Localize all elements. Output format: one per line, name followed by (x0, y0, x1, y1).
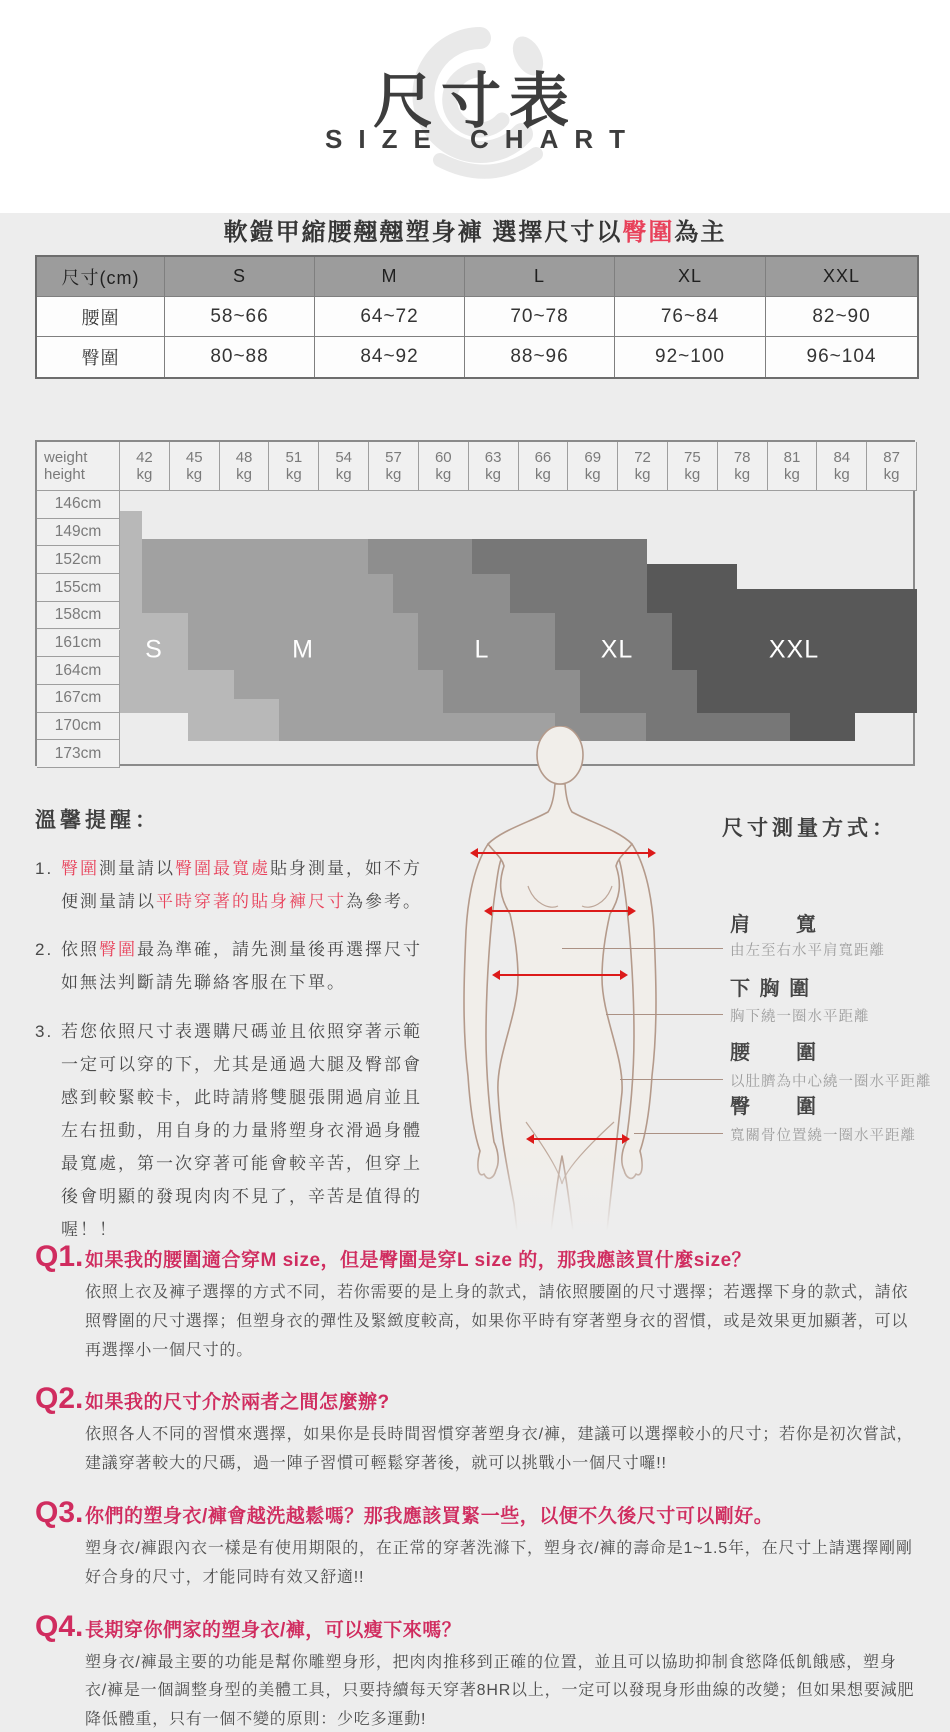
measure-label: 臀 圍 (730, 1096, 818, 1118)
chart-weight-tick: 42 kg (120, 442, 170, 491)
measure-desc: 胸下繞一圈水平距離 (730, 1009, 870, 1025)
size-zone-XL (510, 574, 647, 613)
label-connector-line (606, 1014, 723, 1015)
qa-item (35, 1496, 917, 1593)
measure-label: 下 胸 圍 (730, 978, 812, 1000)
size-table-header-row (37, 257, 917, 297)
note-item (35, 1015, 439, 1247)
size-zone-S (234, 699, 279, 741)
notes-heading: 溫馨提醒： (35, 809, 160, 832)
note-number: 1. (35, 859, 54, 878)
size-zone-M (142, 539, 368, 574)
chart-height-tick: 146cm (37, 491, 120, 519)
qa-question-row (35, 1382, 917, 1416)
note-item (35, 852, 439, 918)
chart-height-tick: 155cm (37, 574, 120, 602)
size-zone-label-S: S (145, 635, 163, 664)
measure-label: 肩 寬 (730, 914, 818, 936)
note-highlight: 平時穿著的貼身褲尺寸 (156, 892, 346, 912)
chart-corner-cell: weight height (37, 442, 120, 491)
label-connector-line (562, 948, 723, 949)
qa-question-row (35, 1240, 917, 1274)
size-zone-XL (580, 670, 697, 713)
chart-weight-tick: 84 kg (817, 442, 867, 491)
size-table-value-cell: 92~100 (615, 337, 766, 377)
qa-question: 如果我的尺寸介於兩者之間怎麼辦? (85, 1392, 390, 1414)
qa-answer: 塑身衣/褲跟內衣一樣是有使用期限的，在正常的穿著洗滌下，塑身衣/褲的壽命是1~1.5年，在尺寸上請選擇剛剛好合身的尺寸，才能同時有效又舒適!! (85, 1539, 913, 1586)
size-table-row (37, 337, 917, 377)
chart-height-tick: 173cm (37, 740, 120, 768)
chart-height-tick: 149cm (37, 519, 120, 547)
size-table-header-cell: XL (615, 257, 766, 297)
note-highlight: 臀圍 (61, 859, 99, 878)
intro-pre: 軟鎧甲縮腰翹翹塑身褲 選擇尺寸以 (223, 219, 623, 246)
size-table-row (37, 297, 917, 337)
note-segment: 若您依照尺寸表選購尺碼並且依照穿著示範一定可以穿的下，尤其是通過大腿及臀部會感到較緊較卡，此時請將雙腿張開過肩並且左右扭動，用自身的力量將塑身衣滑過身體最寬處，第一次穿著可能會較辛苦，但穿上後會明顯的發現肉肉不見了，辛苦是值得的喔！！ (61, 1021, 422, 1240)
page-header (0, 0, 950, 213)
intro-line (0, 212, 950, 247)
size-zone-XXL (647, 564, 737, 589)
chart-weight-tick: 75 kg (668, 442, 718, 491)
chart-weight-tick: 57 kg (369, 442, 419, 491)
chart-weight-tick: 54 kg (319, 442, 369, 491)
note-segment: 依照 (61, 940, 99, 960)
size-table (35, 255, 919, 379)
size-zone-M (234, 670, 443, 699)
measure-desc: 寬關骨位置繞一圈水平距離 (730, 1128, 916, 1144)
qa-question: 你們的塑身衣/褲會越洗越鬆嗎？那我應該買緊一些，以便不久後尺寸可以剛好。 (85, 1505, 774, 1527)
qa-number: Q2. (35, 1382, 84, 1416)
note-segment: 測量請以 (99, 859, 175, 878)
chart-weight-tick: 63 kg (469, 442, 519, 491)
measure-heading: 尺寸測量方式： (722, 817, 897, 840)
chart-weight-tick: 87 kg (867, 442, 917, 491)
qa-number: Q4. (35, 1609, 84, 1643)
chart-height-tick: 167cm (37, 685, 120, 713)
chart-height-tick: 161cm (37, 630, 120, 658)
size-zone-label-M: M (292, 635, 314, 664)
measure-arrow-hip (528, 1138, 628, 1140)
measure-label: 腰 圍 (730, 1042, 818, 1064)
intro-post: 為主 (674, 219, 727, 246)
size-table-value-cell: 96~104 (806, 346, 877, 367)
measure-arrow-underbust (486, 910, 634, 912)
note-text (61, 852, 439, 918)
size-table-value-cell: 82~90 (766, 297, 917, 337)
size-zone-S (188, 670, 234, 741)
size-zone-label-XXL: XXL (768, 635, 820, 664)
chart-height-tick: 152cm (37, 546, 120, 574)
size-table-header-cell: S (165, 257, 315, 297)
qa-question: 長期穿你們家的塑身衣/褲，可以瘦下來嗎？ (85, 1619, 462, 1641)
size-zone-XXL (647, 589, 917, 613)
note-item (35, 933, 439, 999)
chart-height-tick: 170cm (37, 713, 120, 741)
chart-weight-tick: 69 kg (568, 442, 618, 491)
note-number: 3. (35, 1021, 54, 1041)
measure-desc: 由左至右水平肩寬距離 (730, 943, 885, 959)
size-zone-L (443, 670, 580, 713)
chart-weight-tick: 51 kg (269, 442, 319, 491)
qa-number: Q1. (35, 1240, 84, 1273)
size-zone-S (120, 511, 142, 713)
head (537, 726, 583, 784)
size-table-header-cell: L (465, 257, 615, 297)
chart-height-tick: 164cm (37, 657, 120, 685)
weight-height-chart (35, 440, 915, 766)
measure-arrow-waist (494, 974, 626, 976)
label-connector-line (620, 1079, 723, 1080)
qa-question-row (35, 1610, 917, 1644)
chart-weight-tick: 72 kg (618, 442, 668, 491)
chart-weight-tick: 48 kg (220, 442, 270, 491)
note-segment: 為參考。 (346, 892, 422, 912)
measure-desc: 以肚臍為中心繞一圈水平距離 (730, 1074, 932, 1090)
page-title-en: SIZE CHART (325, 124, 641, 154)
size-zone-XXL (697, 670, 917, 713)
qa-item (35, 1382, 917, 1479)
qa-answer: 依照各人不同的習慣來選擇，如果你是長時間習慣穿著塑身衣/褲，建議可以選擇較小的尺寸；若你是初次嘗試，建議穿著較大的尺碼，過一陣子習慣可輕鬆穿著後，就可以挑戰小一個尺寸囉!! (85, 1426, 914, 1473)
size-table-row-label: 腰圍 (37, 297, 165, 337)
size-table-header-cell: XXL (766, 257, 917, 297)
chart-weight-tick: 81 kg (768, 442, 818, 491)
qa-answer: 塑身衣/褲最主要的功能是幫你雕塑身形，把肉肉推移到正確的位置，並且可以協助抑制食慾降低飢餓感，塑身衣/褲是一個調整身型的美體工具，只要持續每天穿著8HR以上，一定可以發現身形曲線的改變；但如果想要減肥降低體重，只有一個不變的原則：少吃多運動! (85, 1653, 915, 1729)
size-zone-L (368, 539, 472, 574)
figure-fade (443, 1150, 729, 1242)
size-table-value-cell: 70~78 (465, 297, 615, 337)
right-arm (616, 844, 656, 1178)
size-zone-XL (472, 539, 647, 574)
qa-number: Q3. (35, 1495, 84, 1529)
chart-weight-tick: 45 kg (170, 442, 220, 491)
intro-highlight: 臀圍 (622, 219, 675, 246)
qa-section (35, 1240, 917, 1732)
size-table-value-cell: 88~96 (465, 337, 615, 377)
note-highlight: 臀圍最寬處 (175, 859, 270, 878)
notes-list (35, 852, 439, 1262)
size-zone-label-L: L (474, 635, 490, 664)
size-table-header-cell: M (315, 257, 465, 297)
label-connector-line (634, 1133, 723, 1134)
qa-question-row (35, 1496, 917, 1530)
page-title: 尺寸表 (373, 68, 577, 135)
size-table-value-cell: 76~84 (615, 297, 766, 337)
size-table-value-cell: 58~66 (165, 297, 315, 337)
size-table-value-cell: 80~88 (165, 337, 315, 377)
chart-weight-tick: 66 kg (519, 442, 569, 491)
size-zone-XXL (790, 713, 855, 741)
qa-answer: 依照上衣及褲子選擇的方式不同，若你需要的是上身的款式，請依照腰圍的尺寸選擇；若選擇下身的款式，請依照臀圍的尺寸選擇；但塑身衣的彈性及緊緻度較高，如果你平時有穿著塑身衣的習慣，或是效果更加顯著，可以再選擇小一個尺寸的。 (85, 1284, 909, 1359)
note-number: 2. (35, 940, 54, 960)
size-table-value-cell: 64~72 (315, 297, 465, 337)
chart-height-tick: 158cm (37, 602, 120, 630)
left-arm (464, 844, 504, 1178)
qa-item (35, 1610, 917, 1732)
note-text (61, 933, 439, 999)
note-highlight: 臀圍 (99, 940, 137, 960)
size-zone-label-XL: XL (600, 635, 634, 664)
chart-weight-tick: 78 kg (718, 442, 768, 491)
size-zone-L (393, 574, 510, 613)
qa-question: 如果我的腰圍適合穿M size，但是臀圍是穿L size 的，那我應該買什麼size？ (85, 1250, 752, 1271)
note-segment: 最為準確，請先測量後再選擇尺寸如無法判斷請先聯絡客服在下單。 (61, 940, 422, 993)
note-text (61, 1015, 439, 1247)
measure-arrow-shoulder (472, 852, 654, 854)
size-zone-M (279, 699, 443, 713)
qa-item (35, 1240, 917, 1365)
note-segment: 貼身測量，如不方便測量請以 (61, 859, 422, 912)
chart-weight-tick: 60 kg (419, 442, 469, 491)
size-zone-M (142, 574, 393, 613)
size-table-header-cell: 尺寸(cm) (37, 257, 165, 297)
size-table-value-cell: 84~92 (315, 337, 465, 377)
size-table-row-label: 臀圍 (37, 337, 165, 377)
